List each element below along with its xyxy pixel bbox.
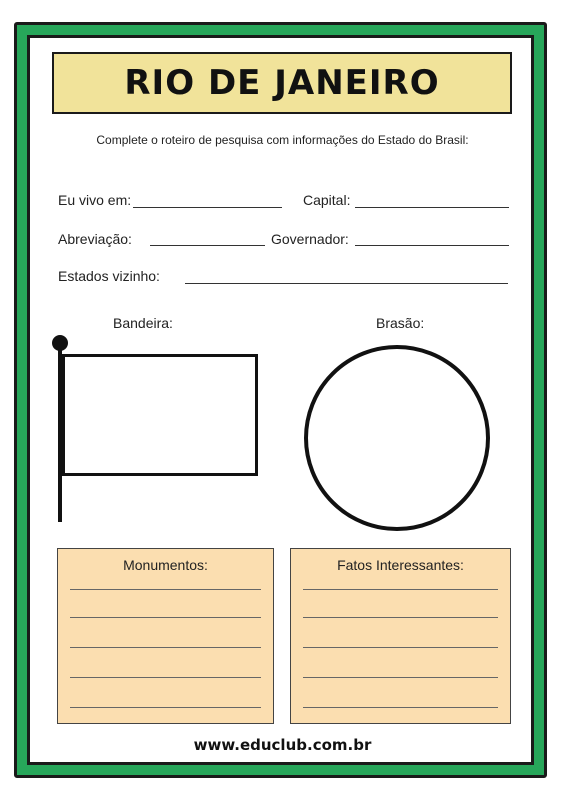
monuments-box[interactable] <box>57 548 274 724</box>
interesting-facts-line <box>303 589 498 590</box>
interesting-facts-line <box>303 677 498 678</box>
neighbors-label: Estados vizinho: <box>58 268 160 284</box>
instructions-text: Complete o roteiro de pesquisa com informações do Estado do Brasil: <box>96 133 469 147</box>
interesting-facts-line <box>303 707 498 708</box>
interesting-facts-line <box>303 617 498 618</box>
monuments-line <box>70 677 261 678</box>
abbreviation-label: Abreviação: <box>58 231 132 247</box>
monuments-title: Monumentos: <box>123 557 208 573</box>
monuments-line <box>70 589 261 590</box>
page-title: RIO DE JANEIRO <box>124 63 440 103</box>
governor-answer-line[interactable] <box>355 245 509 246</box>
governor-label: Governador: <box>271 231 349 247</box>
monuments-line <box>70 707 261 708</box>
monuments-line <box>70 617 261 618</box>
lives-in-label: Eu vivo em: <box>58 192 132 208</box>
lives-in-answer-line[interactable] <box>133 207 282 208</box>
capital-label: Capital: <box>303 192 351 208</box>
flag-label: Bandeira: <box>113 315 173 331</box>
abbreviation-answer-line[interactable] <box>150 245 265 246</box>
flag-pole-knob <box>52 335 68 351</box>
flag-drawing-area[interactable] <box>62 354 258 476</box>
neighbors-answer-line[interactable] <box>185 283 508 284</box>
title-banner <box>52 52 512 114</box>
interesting-facts-line <box>303 647 498 648</box>
interesting-facts-box[interactable] <box>290 548 511 724</box>
capital-answer-line[interactable] <box>355 207 509 208</box>
coat-of-arms-label: Brasão: <box>376 315 425 331</box>
coat-of-arms-drawing-area[interactable] <box>304 345 490 531</box>
footer-website: www.educlub.com.br <box>193 736 372 754</box>
monuments-line <box>70 647 261 648</box>
interesting-facts-title: Fatos Interessantes: <box>337 557 464 573</box>
